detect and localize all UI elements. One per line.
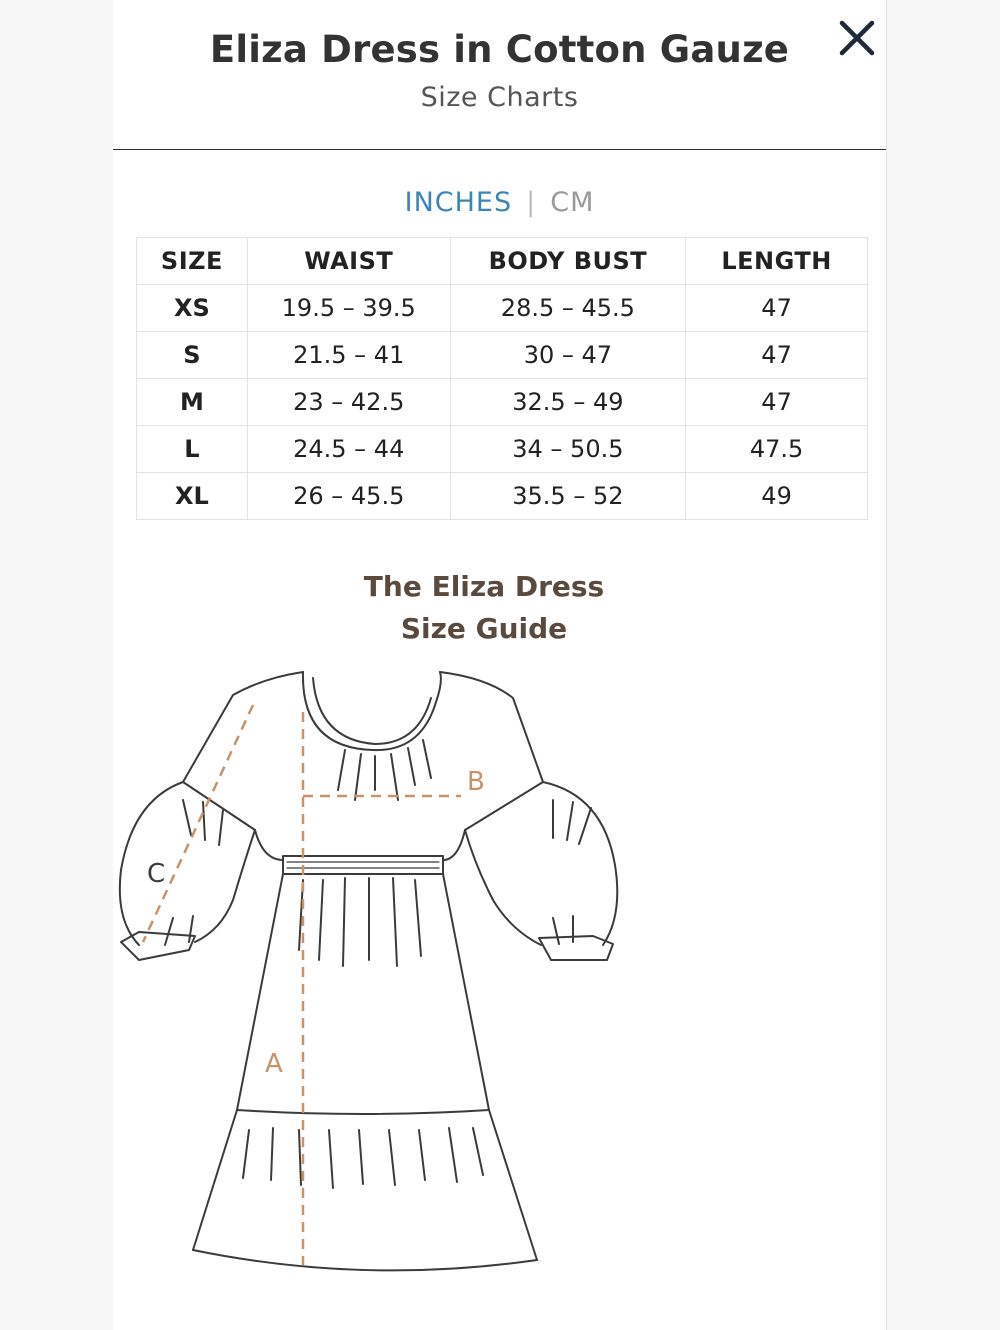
bust-cell: 35.5 – 52 (450, 473, 686, 520)
skirt-lower-right (489, 1110, 537, 1260)
left-sleeve-inner (195, 830, 255, 942)
left-sleeve-gather (183, 782, 255, 830)
size-cell: S (137, 332, 248, 379)
column-header: SIZE (137, 238, 248, 285)
label-b: B (467, 767, 485, 797)
right-sleeve-inner (465, 830, 541, 945)
size-cell: M (137, 379, 248, 426)
dress-size-guide-diagram (113, 660, 753, 1300)
close-button[interactable] (837, 18, 877, 58)
unit-toggle (113, 187, 886, 218)
measure-line-c (143, 705, 253, 942)
right-cuff (539, 936, 613, 960)
length-cell: 47 (686, 285, 868, 332)
table-header-row (137, 238, 868, 285)
hem (193, 1250, 537, 1270)
table-row (137, 426, 868, 473)
left-cuff (121, 932, 195, 960)
unit-cm-tab[interactable]: CM (550, 187, 595, 218)
bodice-left (255, 830, 283, 860)
bust-cell: 34 – 50.5 (450, 426, 686, 473)
table-row (137, 473, 868, 520)
waist-cell: 23 – 42.5 (247, 379, 450, 426)
length-cell: 47 (686, 332, 868, 379)
table-row (137, 285, 868, 332)
length-cell: 47 (686, 379, 868, 426)
backdrop-left (0, 0, 113, 1330)
column-header: BODY BUST (450, 238, 686, 285)
skirt-upper-right (443, 874, 489, 1110)
size-cell: XS (137, 285, 248, 332)
waist-cell: 21.5 – 41 (247, 332, 450, 379)
neckline-inner (313, 678, 431, 744)
bust-cell: 28.5 – 45.5 (450, 285, 686, 332)
length-cell: 47.5 (686, 426, 868, 473)
waist-cell: 19.5 – 39.5 (247, 285, 450, 332)
length-cell: 49 (686, 473, 868, 520)
size-cell: L (137, 426, 248, 473)
table-row (137, 332, 868, 379)
size-guide-title-line2: Size Guide (400, 612, 568, 645)
column-header: WAIST (247, 238, 450, 285)
size-table (136, 237, 868, 520)
backdrop-right (887, 0, 1000, 1330)
waist-cell: 26 – 45.5 (247, 473, 450, 520)
column-header: LENGTH (686, 238, 868, 285)
product-title: Eliza Dress in Cotton Gauze (209, 28, 790, 71)
bust-cell: 30 – 47 (450, 332, 686, 379)
size-cell: XL (137, 473, 248, 520)
label-a: A (265, 1049, 283, 1079)
modal-header (113, 0, 886, 150)
table-row (137, 379, 868, 426)
skirt-lower-left (193, 1110, 237, 1250)
bust-cell: 32.5 – 49 (450, 379, 686, 426)
bodice-right (443, 830, 465, 860)
modal-subtitle: Size Charts (420, 82, 579, 113)
close-icon (837, 18, 877, 58)
waist-cell: 24.5 – 44 (247, 426, 450, 473)
size-guide-title-line1: The Eliza Dress (363, 570, 605, 603)
label-c: C (147, 859, 166, 889)
neckline (303, 672, 441, 750)
waistband (283, 856, 443, 874)
unit-inches-tab[interactable]: INCHES (404, 187, 513, 218)
unit-divider: | (526, 187, 537, 218)
right-shoulder (440, 672, 543, 782)
tier-seam (237, 1110, 489, 1114)
size-guide-title (113, 566, 855, 650)
